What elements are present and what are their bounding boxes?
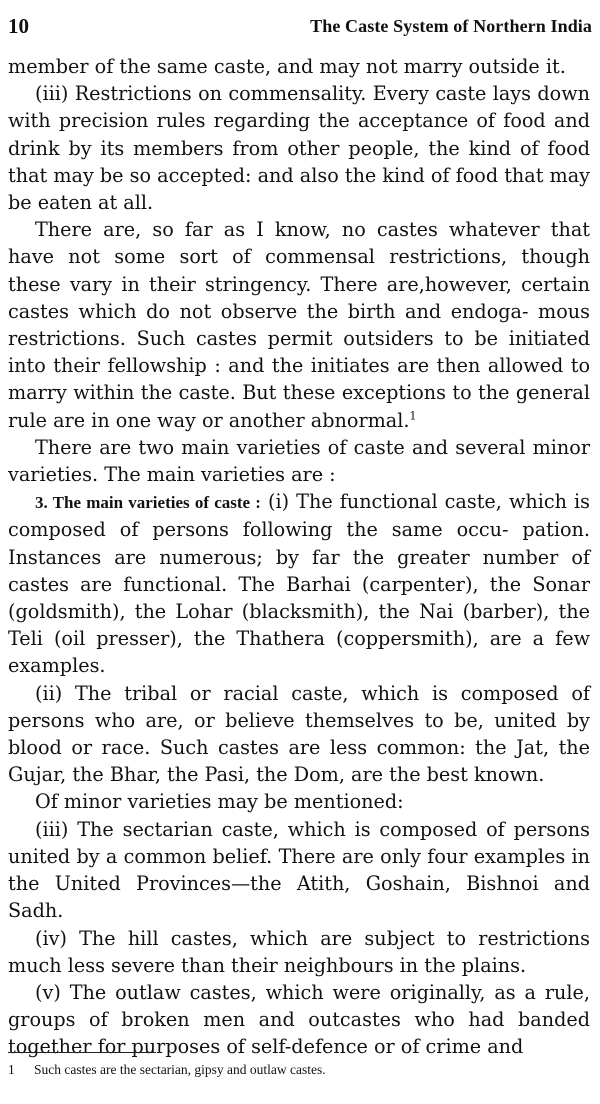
paragraph-text: There are two main varieties of caste and several minor varieties. The main varieties are : [8, 435, 590, 487]
page-number: 10 [8, 14, 29, 38]
section-heading: 3. The main varieties of caste : [35, 493, 261, 513]
paragraph [8, 925, 590, 979]
paragraph-text: (ii) The tribal or racial caste, which is composed of persons who are, or believe themselves to be, united by blood or race. Such castes are less common: the Jat, the Gujar, the Bhar, the Pasi, the Dom, are the best known. [8, 681, 590, 787]
paragraph-text: member of the same caste, and may not marry outside it. [8, 55, 566, 78]
paragraph-text: (iii) Restrictions on commensality. Every caste lays down with precision rules regarding the acceptance of food and drink by its members from other people, the kind of food that may be so accepted: and also the kind of food that may be eaten at all. [8, 82, 591, 215]
paragraph-text: There are, so far as I know, no castes whatever that have not some sort of commensal restrictions, though these vary in their stringency. There are,however, certain castes which do not observe the birth and endoga- mous restrictions. Such castes permit outsiders to be initiated into their fellowship : and the initiates are then allowed to marry within the caste. But these exceptions to the general rule are in one way or another abnormal. [8, 218, 590, 432]
paragraph-text: Of minor varieties may be mentioned: [35, 790, 404, 814]
footnote-text: Such castes are the sectarian, gipsy and outlaw castes. [34, 1062, 326, 1077]
paragraph [8, 53, 590, 80]
section-paragraph [8, 488, 590, 679]
paragraph [8, 788, 590, 815]
paragraph-text: (iv) The hill castes, which are subject to restrictions much less severe than their neighbours in the plains. [8, 926, 590, 977]
paragraph [8, 434, 590, 488]
footnote-reference: 1 [409, 409, 417, 423]
paragraph [8, 680, 590, 789]
paragraph [8, 216, 590, 434]
paragraph-text: (v) The outlaw castes, which were originally, as a rule, groups of broken men and outcastes who had banded together for purposes of self-defence or of crime and [8, 980, 590, 1059]
footnote [8, 1061, 590, 1078]
paragraph [8, 816, 590, 925]
footnote-number: 1 [8, 1062, 15, 1077]
footnote-divider [8, 1052, 156, 1053]
paragraph-text: (i) The functional caste, which is composed of persons following the same occu- pation. Instances are numerous; by far the greater number of castes are functional. The Barhai (carpenter), the Sonar (goldsmith), the Lohar (blacksmith), the Nai (barber), the Teli (oil presser), the Thathera (coppersmith), are a few examples. [8, 490, 591, 678]
paragraph [8, 80, 590, 216]
page-header [8, 14, 592, 44]
running-title: The Caste System of Northern India [310, 16, 592, 36]
paragraph-text: (iii) The sectarian caste, which is composed of persons united by a common belief. There are only four examples in the United Provinces—the Atith, Goshain, Bishnoi and Sadh. [8, 817, 590, 923]
paragraph [8, 979, 590, 1061]
body-text [8, 53, 590, 1061]
